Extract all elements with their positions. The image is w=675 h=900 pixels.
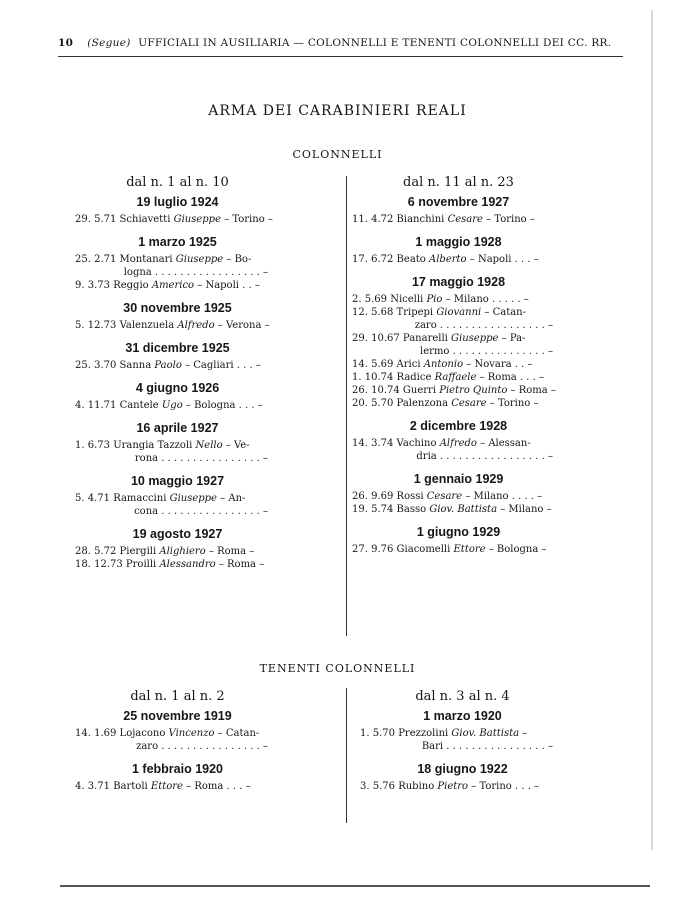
promotion-date: 16 aprile 1927 [136, 421, 219, 435]
officer-entry [75, 780, 280, 793]
officer-entry [75, 213, 280, 226]
entry-number: 20. [352, 398, 368, 409]
birth-date: 5.69 [364, 294, 387, 305]
entry-rest: – [522, 728, 528, 739]
first-name: Giuseppe [451, 333, 499, 344]
entry-rest: – Ve- [225, 440, 250, 451]
entry-number: 14. [75, 728, 91, 739]
officer-entry [360, 727, 565, 740]
page-number: 10 [58, 37, 74, 49]
surname: Tripepi [396, 307, 434, 318]
entry-number: 11. [352, 214, 368, 225]
entry-number: 18. [75, 559, 91, 570]
surname: Beato [396, 254, 426, 265]
surname: Nicelli [390, 294, 424, 305]
entry-continuation: logna . . . . . . . . . . . . . . . . . – [123, 267, 268, 278]
birth-date: 3.74 [371, 438, 394, 449]
promotion-date: 19 agosto 1927 [132, 527, 223, 541]
first-name: Alfredo [177, 320, 215, 331]
entry-rest: – Bologna . . . – [185, 400, 263, 411]
first-name: Cesare [426, 491, 463, 502]
entry-number: 1. [352, 372, 362, 383]
tenenti-right-column [360, 690, 565, 793]
first-name: Americo [151, 280, 195, 291]
entry-rest: – Catan- [484, 307, 526, 318]
first-name: Ettore [150, 781, 183, 792]
entry-number: 12. [352, 307, 368, 318]
birth-date: 10.74 [364, 372, 394, 383]
surname: Rossi [396, 491, 424, 502]
first-name: Ugo [161, 400, 183, 411]
first-name: Giuseppe [175, 254, 224, 265]
surname: Vachino [396, 438, 437, 449]
surname: Radice [396, 372, 432, 383]
entry-number: 26. [352, 491, 368, 502]
first-name: Giov. Battista [451, 728, 520, 739]
promotion-date: 1 marzo 1920 [423, 709, 502, 723]
officer-entry [352, 371, 565, 384]
surname: Rubino [398, 781, 435, 792]
surname: Urangia Tazzoli [113, 440, 193, 451]
birth-date: 3.70 [94, 360, 117, 371]
header-title: UFFICIALI IN AUSILIARIA — COLONNELLI E TENENTI COLONNELLI DEI CC. RR. [138, 37, 612, 49]
first-name: Paolo [154, 360, 182, 371]
header-segue: (Segue) [87, 37, 131, 49]
main-title: ARMA DEI CARABINIERI REALI [208, 103, 467, 119]
entry-rest: – Verona – [217, 320, 270, 331]
birth-date: 4.71 [87, 493, 110, 504]
promotion-date: 6 novembre 1927 [407, 195, 510, 209]
first-name: Ettore [453, 544, 486, 555]
promotion-date: 18 giugno 1922 [417, 762, 508, 776]
promotion-date: 10 maggio 1927 [130, 474, 225, 488]
entry-rest: – Bo- [226, 254, 252, 265]
entry-continuation: dria . . . . . . . . . . . . . . . . . – [416, 451, 553, 462]
entry-continuation: zaro . . . . . . . . . . . . . . . . – [136, 741, 268, 752]
entry-rest: – Torino – [486, 214, 535, 225]
officer-entry [75, 279, 280, 292]
surname: Montanari [119, 254, 173, 265]
promotion-date: 2 dicembre 1928 [409, 419, 508, 433]
entry-rest: – Catan- [217, 728, 260, 739]
birth-date: 5.70 [371, 398, 394, 409]
surname: Panarelli [402, 333, 448, 344]
entry-rest: – Roma – [208, 546, 255, 557]
section-heading-tenenti: TENENTI COLONNELLI [259, 662, 416, 675]
header-rule [58, 56, 623, 57]
bottom-rule [60, 885, 650, 887]
first-name: Pietro [437, 781, 469, 792]
entry-number: 27. [352, 544, 368, 555]
entry-number: 14. [352, 359, 368, 370]
officer-entry [352, 332, 565, 345]
promotion-date: 25 novembre 1919 [123, 709, 232, 723]
surname: Bartoli [113, 781, 148, 792]
first-name: Alfredo [439, 438, 477, 449]
officer-entry [352, 306, 565, 319]
first-name: Alessandro [159, 559, 216, 570]
surname: Reggio [113, 280, 149, 291]
entry-rest: – Bologna – [488, 544, 547, 555]
surname: Bianchini [396, 214, 445, 225]
first-name: Alighiero [159, 546, 206, 557]
column-divider [346, 688, 347, 823]
entry-rest: – Cagliari . . . – [185, 360, 261, 371]
surname: Valenzuela [119, 320, 175, 331]
entry-number: 1. [360, 728, 370, 739]
first-name: Giuseppe [169, 493, 217, 504]
entry-rest: – Roma . . . – [186, 781, 251, 792]
entry-number: 25. [75, 254, 91, 265]
officer-entry [75, 399, 280, 412]
surname: Sanna [119, 360, 152, 371]
first-name: Pio [426, 294, 443, 305]
first-name: Cesare [451, 398, 487, 409]
promotion-date: 1 marzo 1925 [138, 235, 217, 249]
officer-entry [75, 439, 280, 452]
officer-entry [352, 384, 565, 397]
officer-entry [352, 397, 565, 410]
entry-number: 25. [75, 360, 91, 371]
surname: Cantele [119, 400, 159, 411]
birth-date: 5.71 [94, 214, 117, 225]
entry-number: 1. [75, 440, 85, 451]
entry-continuation: rona . . . . . . . . . . . . . . . . – [134, 453, 268, 464]
promotion-date: 30 novembre 1925 [123, 301, 232, 315]
promotion-date: 1 maggio 1928 [415, 235, 502, 249]
first-name: Antonio [423, 359, 464, 370]
entry-rest: – Torino . . . – [471, 781, 540, 792]
surname: Ramaccini [113, 493, 167, 504]
first-name: Giov. Battista [429, 504, 498, 515]
promotion-date: 17 maggio 1928 [411, 275, 506, 289]
promotion-date: 31 dicembre 1925 [125, 341, 230, 355]
entry-number: 28. [75, 546, 91, 557]
officer-entry [75, 319, 280, 332]
surname: Basso [396, 504, 427, 515]
officer-entry [352, 437, 565, 450]
column-range: dal n. 1 al n. 2 [130, 689, 225, 704]
entry-number: 3. [360, 781, 370, 792]
surname: Schiavetti [119, 214, 171, 225]
surname: Palenzona [396, 398, 449, 409]
entry-rest: – Milano – [500, 504, 552, 515]
officer-entry [75, 359, 280, 372]
surname: Prezzolini [398, 728, 449, 739]
entry-rest: – Napoli . . . – [469, 254, 539, 265]
running-header [58, 37, 620, 49]
officer-entry [352, 213, 565, 226]
officer-entry [75, 545, 280, 558]
birth-date: 5.70 [372, 728, 395, 739]
officer-entry [352, 503, 565, 516]
entry-continuation: cona . . . . . . . . . . . . . . . . – [134, 506, 268, 517]
column-range: dal n. 3 al n. 4 [415, 689, 510, 704]
birth-date: 5.68 [371, 307, 394, 318]
birth-date: 9.76 [371, 544, 394, 555]
promotion-date: 19 luglio 1924 [136, 195, 219, 209]
entry-number: 29. [352, 333, 368, 344]
birth-date: 10.74 [371, 385, 400, 396]
entry-rest: – Pa- [501, 333, 526, 344]
birth-date: 5.76 [372, 781, 395, 792]
entry-number: 26. [352, 385, 368, 396]
entry-rest: – Torino – [224, 214, 273, 225]
promotion-date: 1 febbraio 1920 [131, 762, 223, 776]
officer-entry [75, 253, 280, 266]
officer-entry [352, 358, 565, 371]
first-name: Cesare [447, 214, 483, 225]
officer-entry [75, 558, 280, 571]
first-name: Nello [195, 440, 223, 451]
entry-number: 4. [75, 781, 85, 792]
entry-number: 2. [352, 294, 362, 305]
entry-rest: – Milano . . . . – [465, 491, 543, 502]
officer-entry [75, 727, 280, 740]
birth-date: 3.71 [87, 781, 110, 792]
first-name: Raffaele [434, 372, 477, 383]
surname: Proilli [125, 559, 157, 570]
section-heading-colonnelli: COLONNELLI [292, 148, 383, 161]
promotion-date: 4 giugno 1926 [135, 381, 220, 395]
first-name: Pietro Quinto [439, 385, 508, 396]
column-divider [346, 176, 347, 636]
first-name: Giovanni [436, 307, 482, 318]
entry-number: 5. [75, 493, 85, 504]
column-range: dal n. 11 al n. 23 [403, 175, 514, 190]
colonnelli-right-column [352, 176, 565, 556]
surname: Giacomelli [396, 544, 451, 555]
entry-number: 5. [75, 320, 85, 331]
entry-rest: – Roma – [218, 559, 265, 570]
entry-number: 19. [352, 504, 368, 515]
surname: Piergili [119, 546, 157, 557]
entry-rest: – Alessan- [480, 438, 531, 449]
birth-date: 9.69 [371, 491, 394, 502]
entry-number: 14. [352, 438, 368, 449]
birth-date: 5.74 [371, 504, 394, 515]
entry-rest: – Milano . . . . . – [445, 294, 529, 305]
birth-date: 5.69 [371, 359, 394, 370]
officer-entry [352, 253, 565, 266]
entry-rest: – Roma . . . – [479, 372, 545, 383]
entry-number: 4. [75, 400, 85, 411]
entry-rest: – Novara . . – [466, 359, 533, 370]
entry-rest: – An- [220, 493, 246, 504]
birth-date: 5.72 [94, 546, 117, 557]
birth-date: 1.69 [94, 728, 117, 739]
birth-date: 6.73 [87, 440, 110, 451]
officer-entry [360, 780, 565, 793]
first-name: Giuseppe [173, 214, 221, 225]
birth-date: 2.71 [94, 254, 117, 265]
entry-rest: – Torino – [489, 398, 539, 409]
surname: Lojacono [119, 728, 166, 739]
entry-continuation: Bari . . . . . . . . . . . . . . . . – [421, 741, 553, 752]
page-edge-mark [651, 10, 653, 850]
birth-date: 4.72 [371, 214, 394, 225]
birth-date: 10.67 [371, 333, 400, 344]
entry-rest: – Roma – [510, 385, 556, 396]
entry-number: 9. [75, 280, 85, 291]
promotion-date: 1 gennaio 1929 [413, 472, 504, 486]
entry-continuation: zaro . . . . . . . . . . . . . . . . . – [414, 320, 553, 331]
colonnelli-left-column [75, 176, 280, 571]
surname: Arici [396, 359, 421, 370]
birth-date: 12.73 [87, 320, 117, 331]
officer-entry [75, 492, 280, 505]
entry-number: 29. [75, 214, 91, 225]
column-range: dal n. 1 al n. 10 [126, 175, 229, 190]
birth-date: 6.72 [371, 254, 394, 265]
birth-date: 11.71 [87, 400, 117, 411]
entry-continuation: lermo . . . . . . . . . . . . . . . – [420, 346, 553, 357]
officer-entry [352, 293, 565, 306]
surname: Guerri [402, 385, 437, 396]
birth-date: 12.73 [94, 559, 123, 570]
tenenti-left-column [75, 690, 280, 793]
first-name: Vincenzo [168, 728, 215, 739]
officer-entry [352, 490, 565, 503]
promotion-date: 1 giugno 1929 [416, 525, 501, 539]
birth-date: 3.73 [87, 280, 110, 291]
entry-rest: – Napoli . . – [197, 280, 260, 291]
first-name: Alberto [429, 254, 467, 265]
entry-number: 17. [352, 254, 368, 265]
officer-entry [352, 543, 565, 556]
